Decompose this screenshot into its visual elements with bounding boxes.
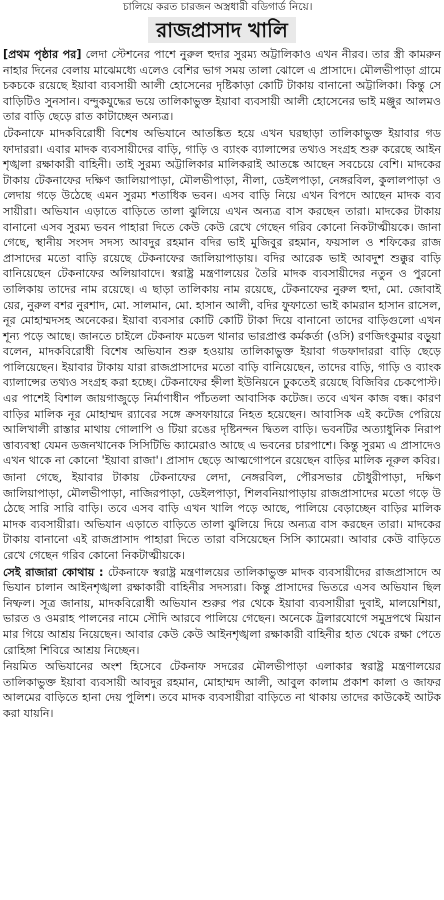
paragraph-5	[3, 659, 441, 721]
paragraph-text: নিয়মিত অভিযানের অংশ হিসেবে টেকনাফ সদরের মৌলভীপাড়া এলাকার স্বরাষ্ট্র মন্ত্রণালয়ের তালিকাভুক্ত ইয়াবা ব্যবসায়ী আবদুর রহমান, মোহাম্মদ আলী, আবুল কালাম প্রকাশ কালা ও জাফর আলমের বাড়িতে হানা দেয় পুলিশ। তবে মাদক ব্যবসায়ীরা বাড়িতে না থাকায় তাদের কাউকেই আটক করা যায়নি।	[3, 660, 441, 720]
paragraph-4	[3, 565, 441, 659]
paragraph-3	[3, 470, 441, 564]
subhead-lead: সেই রাজারা কোথায় :	[3, 565, 104, 579]
paragraph-2	[3, 126, 441, 469]
article-headline: রাজপ্রাসাদ খালি	[148, 17, 295, 43]
paragraph-text: টেকনাফে মাদকবিরোধী বিশেষ অভিযানে আতঙ্কিত হয়ে এখন ঘরছাড়া তালিকাভুক্ত ইয়াবার গডফাদাররা। এবার মাদক ব্যবসায়ীদের বাড়ি, গাড়ি ও ব্যাংক ব্যালান্সের তথ্যও সংগ্রহ শুরু করেছে আইনশৃঙ্খলা রক্ষাকারী বাহিনী। তাই সুরম্য অট্টালিকার মালিকরাই আতঙ্কে আছেন সবচেয়ে বেশি। মাদকের টাকায় টেকনাফের দক্ষিণ জালিয়াপাড়া, মৌলভীপাড়া, নীলা, ডেইলপাড়া, নেঙ্গরবিল, কুলালপাড়া ও লেদায় গড়ে উঠেছে এমন সুরম্য শতাধিক ভবন। এসব বাড়ি নিয়ে এখন বিপদে আছেন মাদক ব্যবসায়ীরা। অভিযান এড়াতে বাড়িতে তালা ঝুলিয়ে এখন অন্যত্র বাস করছেন তারা। মাদকের টাকায় বানানো এসব সুরম্য ভবন পাহারা দিতে কেউ কেউ রেখে গেছেন গরিব কোনো নিকটাত্মীয়কে। জানা গেছে, স্থানীয় সংসদ সদস্য আবদুর রহমান বদির ভাই মুজিবুর রহমান, ফয়সাল ও শফিকের রাজপ্রাসাদের মতো বাড়ি রয়েছে টেকনাফের জালিয়াপাড়ায়। বদির আরেক ভাই আবদুশ শুক্কুর বাড়ি বানিয়েছেন টেকনাফের অলিয়াবাদে। স্বরাষ্ট্র মন্ত্রণালয়ের তৈরি মাদক ব্যবসায়ীদের নতুন ও পুরনো তালিকায় তাদের নাম রয়েছে। এ ছাড়া তালিকায় নাম রয়েছে, টেকনাফের নুরুল হুদা, মো. জোবাইয়ের, নুরুল বশর নুরশাদ, মো. সালমান, মো. হাসান আলী, বদির ফুফাতো ভাই কামরান হাসান রাসেল, নূর মোহাম্মদসহ অনেকের। ইয়াবা ব্যবসার কোটি কোটি টাকা দিয়ে বানানো তাদের বাড়িগুলো এখন শূন্য পড়ে আছে। জানতে চাইলে টেকনাফ মডেল থানার ভারপ্রাপ্ত কর্মকর্তা (ওসি) রণজিৎকুমার বড়ুয়া বলেন, মাদকবিরোধী বিশেষ অভিযান শুরু হওয়ায় তালিকাভুক্ত ইয়াবা গডফাদাররা বাড়ি ছেড়ে পালিয়েছেন। ইয়াবার টাকায় যারা রাজপ্রাসাদের মতো বাড়ি বানিয়েছেন, তাদের বাড়ি, গাড়ি ও ব্যাংক ব্যালান্সের তথ্যও সংগ্রহ করা হচ্ছে। টেকনাফের হ্নীলা ইউনিয়নে ঢুকতেই রয়েছে বিজিবির চেকপোস্ট। এর পাশেই বিশাল জায়গাজুড়ে নির্মাণাধীন পাঁচতলা আবাসিক কটেজ। তবে এখন কাজ বন্ধ। কারণ বাড়ির মালিক নূর মোহাম্মদ র‌্যাবের সঙ্গে ক্রসফায়ারে নিহত হয়েছেন। আবাসিক এই কটেজ পেরিয়ে আলিখালী রাস্তার মাথায় গোলাপি ও টিয়া রঙের দৃষ্টিনন্দন দ্বিতল বাড়ি। ভবনটির অত্যাধুনিক নিরাপত্তাব্যবস্থা যেমন ডজনখানেক সিসিটিভি ক্যামেরাও আছে এ ভবনের চারপাশে। কিন্তু সুরম্য এ প্রাসাদেও এখন থাকে না কোনো 'ইয়াবা রাজা'। প্রাসাদ ছেড়ে আত্মগোপনে রয়েছেন বাড়ির মালিক নূরুল কবির।	[3, 126, 441, 468]
previous-article-fragment: চালিয়ে করত চারজন অস্ত্রধারী বডিগার্ড নিয়ে।	[123, 1, 313, 13]
paragraph-text: লেদা স্টেশনের পাশে নুরুল হুদার সুরম্য অট্টালিকাও এখন নীরব। তার স্ত্রী কামরুন নাহার দিনের বেলায় মাঝেমধ্যে এলেও বেশির ভাগ সময় তালা ঝোলে এ প্রাসাদে। মৌলভীপাড়া গ্রামে চকচকে রয়েছে ইয়াবা ব্যবসায়ী আলী হোসেনের দৃষ্টিকাড়া কোটি টাকায় বানানো অট্টালিকা। কিন্তু সে বাড়িটিও সুনসান। বন্দুকযুদ্ধের ভয়ে তালিকাভুক্ত ইয়াবা ব্যবসায়ী আলী হোসেনের ভাই মঞ্জুর আলমও তার বাড়ি ছেড়ে রাত কাটাচ্ছেন অন্যত্র।	[3, 48, 441, 124]
paragraph-1	[3, 47, 441, 125]
paragraph-text: জানা গেছে, ইয়াবার টাকায় টেকনাফের লেদা, নেঙ্গরবিল, পৌরসভার চৌধুরীপাড়া, দক্ষিণ জালিয়াপাড়া, মৌলভীপাড়া, নাজিরপাড়া, ডেইলপাড়া, শিলবনিয়াপাড়ায় রাজপ্রাসাদের মতো গড়ে উঠেছে সারি সারি বাড়ি। তবে এসব বাড়ি এখন খালি পড়ে আছে, পালিয়ে বেড়াচ্ছেন বাড়ির মালিক মাদক ব্যবসায়ীরা। অভিযান এড়াতে বাড়িতে তালা ঝুলিয়ে দিয়ে অন্যত্র বাস করছেন তারা। মাদকের টাকায় বানানো এই রাজপ্রাসাদ পাহারা দিতে তারা বসিয়েছেন সিসি ক্যামেরা। আবার কেউ বাড়িতে রেখে গেছেন গরিব কোনো নিকটাত্মীয়কে।	[3, 471, 441, 562]
article-body	[3, 47, 441, 722]
headline-container	[3, 17, 441, 45]
paragraph-text: টেকনাফে স্বরাষ্ট্র মন্ত্রণালয়ের তালিকাভুক্ত মাদক ব্যবসায়ীদের রাজপ্রাসাদে অভিযান চালান আইনশৃঙ্খলা রক্ষাকারী বাহিনীর সদস্যরা। কিন্তু প্রাসাদের ভিতরে এসব অভিযান ছিল নিষ্ফল। সূত্র জানায়, মাদকবিরোধী অভিযান শুরুর পর থেকে ইয়াবা ব্যবসায়ীরা দুবাই, মালয়েশিয়া, ভারত ও ওমরাহ পালনের নামে সৌদি আরবে পালিয়ে গেছেন। অনেকে ট্রলারযোগে সমুদ্রপথে মিয়ানমার গিয়ে আশ্রয় নিয়েছেন। আবার কেউ কেউ আইনশৃঙ্খলা রক্ষাকারী বাহিনীর হাত থেকে রক্ষা পেতে রোহিঙ্গা শিবিরে আশ্রয় নিচ্ছেন।	[3, 565, 441, 657]
continuation-lead: [প্রথম পৃষ্ঠার পর]	[3, 48, 82, 61]
